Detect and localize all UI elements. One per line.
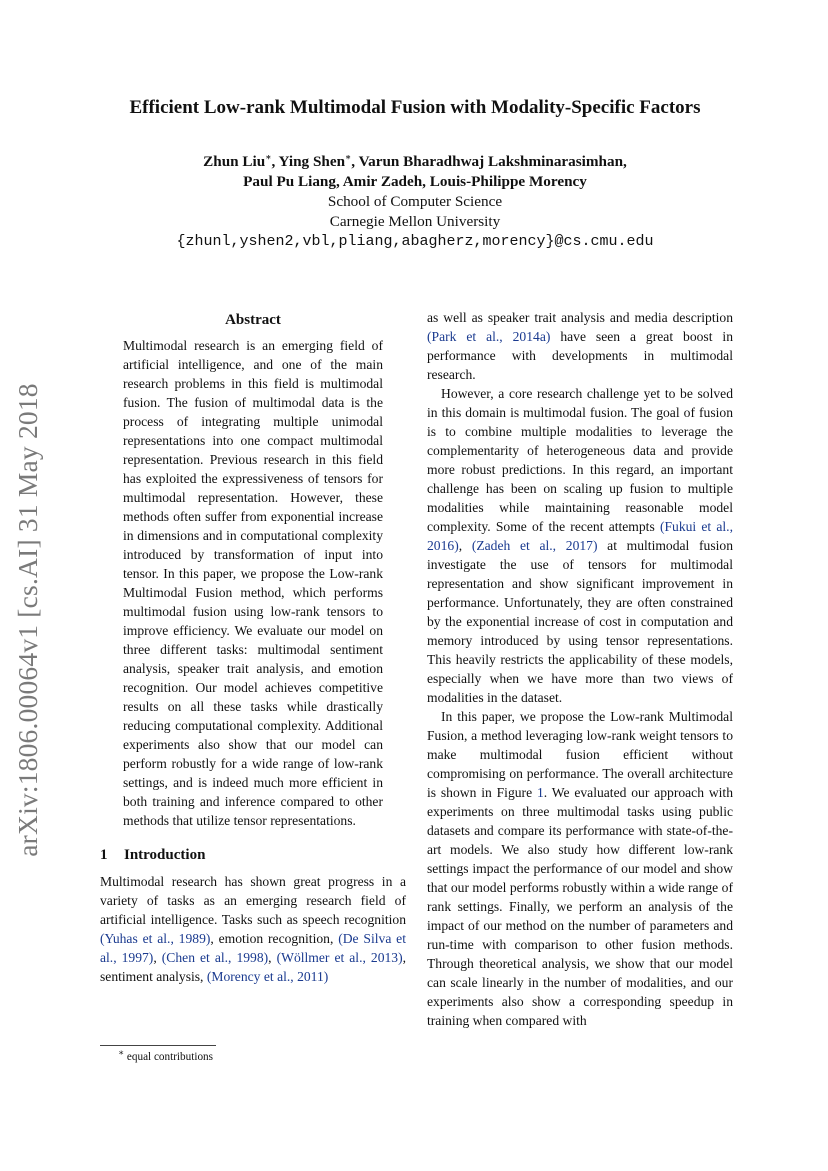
text-run: at multimodal fusion investigate the use of tensors for multimodal representation and show significant improvement in performance. Unfortunately, they are often constrained by the exponential increase of cost in computation and memory introduced by using tensor representations. This heavily restricts the applicability of these models, especially when we have more than two views of modalities in the dataset.	[427, 538, 734, 705]
citation-link[interactable]: (De Silva et al., 1997)	[100, 931, 406, 965]
section-number: 1	[100, 847, 108, 863]
footnote-text: equal contributions	[124, 1051, 213, 1063]
citation-link[interactable]: (Zadeh et al., 2017)	[471, 538, 598, 553]
text-run: . We evaluated our approach with experiments on three multimodal tasks using public datasets and compare its performance with state-of-the-art models. We also study how different low-rank settings impact the performance of our model and show that our model performs robustly within a wide range of rank settings. Finally, we perform an analysis of the impact of our method on the number of parameters and run-time with comparison to other fusion methods. Through theoretical analysis, we show that our model can scale linearly in the number of modalities, and our experiments also show a corresponding speedup in training when compared with	[427, 785, 733, 1028]
text-run: as well as speaker trait analysis and media description	[427, 310, 733, 325]
text-run: have seen a great boost in performance with developments in multimodal research.	[427, 329, 733, 382]
citation-link[interactable]: (Wöllmer et al., 2013)	[276, 950, 403, 965]
citation-link[interactable]: (Fukui et al., 2016)	[427, 519, 733, 553]
left-column	[100, 308, 406, 986]
intro-paragraph-continued	[427, 308, 733, 384]
arxiv-sidebar	[6, 360, 50, 880]
figure-link[interactable]: 1	[536, 785, 544, 800]
text-run: In this paper, we propose the Low-rank Multimodal Fusion, a method leveraging low-rank weight tensors to make multimodal fusion efficient without compromising on performance. The overall architecture is shown in Figure	[427, 709, 733, 800]
paper-title: Efficient Low-rank Multimodal Fusion with Modality-Specific Factors	[129, 97, 701, 118]
authors-line-1	[60, 152, 770, 172]
text-run: ,	[268, 950, 277, 965]
citation-link[interactable]: (Park et al., 2014a)	[427, 329, 551, 344]
section-title: Introduction	[124, 847, 206, 863]
text-run: Multimodal research has shown great progress in a variety of tasks as an emerging research field of artificial intelligence. Tasks such as speech recognition	[100, 874, 406, 927]
right-column	[427, 308, 733, 1030]
affiliation-university: Carnegie Mellon University	[329, 213, 501, 230]
author-emails: {zhunl,yshen2,vbl,pliang,abagherz,morency}@cs.cmu.edu	[176, 233, 654, 250]
author-names: , Varun Bharadhwaj Lakshminarasimhan,	[351, 153, 627, 170]
intro-paragraph-2	[427, 384, 733, 707]
arxiv-identifier: arXiv:1806.00064v1 [cs.AI] 31 May 2018	[12, 383, 44, 857]
abstract-text: Multimodal research is an emerging field of artificial intelligence, and one of the main research problems in this field is multimodal fusion. The fusion of multimodal data is the process of integrating multiple unimodal representations into one compact multimodal representation. Previous research in this field has exploited the expressiveness of tensors for multimodal representation. However, these methods often suffer from exponential increase in dimensions and in computational complexity introduced by transformation of input into tensor. In this paper, we propose the Low-rank Multimodal Fusion method, which performs multimodal fusion using low-rank tensors to improve efficiency. We evaluate our model on three different tasks: multimodal sentiment analysis, speaker trait analysis, and emotion recognition. Our model achieves competitive results on all these tasks while drastically reducing computational complexity. Additional experiments also show that our model can perform robustly for a wide range of low-rank settings, and is indeed much more efficient in both training and inference compared to other methods that utilize tensor representations.	[123, 338, 383, 828]
section-heading-introduction	[100, 846, 406, 864]
text-run: , sentiment analysis,	[100, 950, 407, 984]
text-run: However, a core research challenge yet to be solved in this domain is multimodal fusion. The goal of fusion is to combine multiple modalities to leverage the complementarity of heterogeneous data and provide more robust predictions. In this regard, an important challenge has been on scaling up fusion to multiple modalities while maintaining reasonable model complexity. Some of the recent attempts	[427, 386, 733, 534]
citation-link[interactable]: (Yuhas et al., 1989)	[100, 931, 211, 946]
citation-link[interactable]: (Morency et al., 2011)	[206, 969, 329, 984]
author-name: Zhun Liu	[203, 153, 266, 170]
footnote	[118, 1047, 213, 1064]
equal-contrib-mark: ∗	[345, 151, 352, 162]
authors-line-2: Paul Pu Liang, Amir Zadeh, Louis-Philippe Morency	[243, 173, 587, 190]
author-block	[60, 152, 770, 252]
intro-paragraph-3	[427, 707, 733, 1030]
text-run: ,	[153, 950, 162, 965]
intro-paragraph-1	[100, 872, 406, 986]
text-run: , emotion recognition,	[210, 931, 339, 946]
footnote-mark: ∗	[118, 1047, 125, 1058]
author-name: , Ying Shen	[271, 153, 346, 170]
affiliation-school: School of Computer Science	[327, 193, 503, 210]
citation-link[interactable]: (Chen et al., 1998)	[161, 950, 269, 965]
equal-contrib-mark: ∗	[265, 151, 272, 162]
text-run: ,	[458, 538, 472, 553]
footnote-rule	[100, 1045, 216, 1046]
abstract-heading: Abstract	[225, 312, 281, 328]
